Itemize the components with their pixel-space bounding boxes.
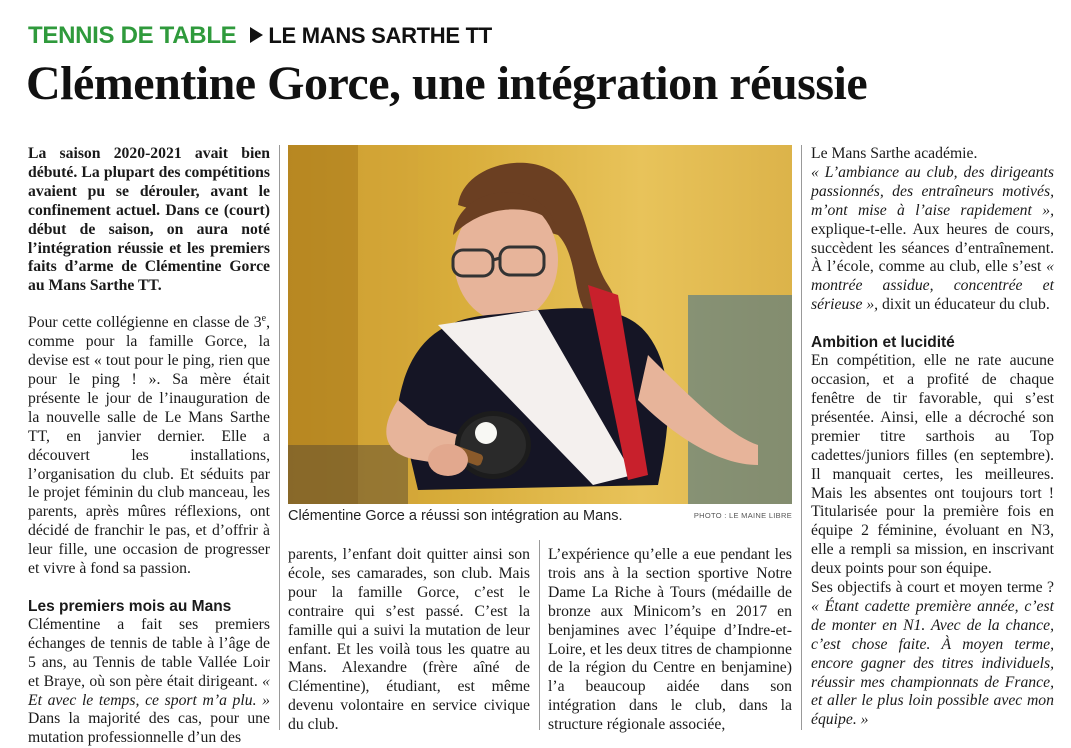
paragraph-7: Ses objectifs à court et moyen terme ? « Étant cadette première année, c’est de monter en N1. Avec de la chance, c’est chose faite. À moyen terme, encore gagner des titres individuels, réussir mes championnats de France, et aller le plus loin possible avec mon équipe. » (811, 579, 1054, 729)
paragraph-4: L’expérience qu’elle a eue pendant les trois ans à la section sportive Notre Dame La Riche à Tours (médaille de bronze aux Minicom’s en 2017 en benjamines avec l’équipe d’Indre-et-Loire, et les deux titres de championne de la région du Centre en benjamine) l’a beaucoup aidée dans son intégration dans le club, dans la structure régionale associée, (548, 546, 792, 734)
column-1 (28, 145, 270, 748)
column-3 (548, 546, 792, 735)
section-rubric: TENNIS DE TABLE (28, 22, 237, 49)
subhead-ambition: Ambition et lucidité (811, 334, 955, 352)
column-divider (539, 540, 540, 730)
article-photo (288, 145, 792, 504)
column-4 (811, 145, 1054, 730)
photo-caption: Clémentine Gorce a réussi son intégration au Mans. PHOTO : LE MAINE LIBRE (288, 508, 792, 524)
paragraph-6: En compétition, elle ne rate aucune occasion, et a profité de chaque fenêtre de tir favorable, qui s’est présentée. Ainsi, elle a décroché son premier titre sarthois au Top cadettes/juniors filles (en septembre). Il manquait certes, les meilleures. Mais les absentes ont toujours tort ! Titularisée pour la première fois en équipe 2 féminine, évoluant en N3, elle a rempli sa mission, en inscrivant deux points pour son équipe. (811, 352, 1054, 578)
article-lede: La saison 2020-2021 avait bien débuté. La plupart des compétitions avaient pu se dérouler, avant le confinement actuel. Dans ce (court) début de saison, on aura noté l’intégration réussie et les premiers faits d’arme de Clémentine Gorce au Mans Sarthe TT. (28, 145, 270, 295)
play-triangle-icon (250, 27, 263, 43)
column-2 (288, 546, 530, 735)
subhead-first-months: Les premiers mois au Mans (28, 597, 232, 615)
photo-credit: PHOTO : LE MAINE LIBRE (693, 511, 792, 520)
player-photo-illustration (288, 145, 792, 504)
paragraph-5: Le Mans Sarthe académie. « L’ambiance au club, des dirigeants passionnés, des entraîneurs motivés, m’ont mise à l’aise rapidement », explique-t-elle. Aux heures de cours, succèdent les séances d’entraînement. À l’école, comme au club, elle s’est « montrée assidue, concentrée et sérieuse », dixit un éducateur du club. (811, 145, 1054, 314)
paragraph-1: Pour cette collégienne en classe de 3e, comme pour la famille Gorce, la devise est « tout pour le ping, rien que pour le ping ! ». Sa mère était présente le jour de l’inauguration de la nouvelle salle de Le Mans Sarthe TT, en janvier dernier. Elle a découvert les installations, l’organisation du club. Et séduits par le projet féminin du club manceau, les parents, après mûres réflexions, ont décidé de franchir le pas, et d’offrir à leur fille, une occasion de progresser et vivre à fond sa passion. (28, 313, 270, 578)
club-name: LE MANS SARTHE TT (268, 23, 492, 48)
paragraph-3: parents, l’enfant doit quitter ainsi son école, ses camarades, son club. Mais pour la famille Gorce, c’est le contraire qui s’est passé. C’est la famille qui a suivi la mutation de leur enfant. Et les voilà tous les quatre au Mans. Alexandre (frère aîné de Clémentine), étudiant, est même devenu volontaire en service civique du club. (288, 546, 530, 734)
article-headline: Clémentine Gorce, une intégration réussie (26, 57, 868, 110)
column-divider (801, 145, 802, 730)
paragraph-2: Clémentine a fait ses premiers échanges de tennis de table à l’âge de 5 ans, au Tennis de table Vallée Loir et Braye, où son père était dirigeant. « Et avec le temps, ce sport m’a plu. » Dans la majorité des cas, pour une mutation professionnelle d’un des (28, 615, 270, 747)
column-divider (279, 145, 280, 730)
section-kicker (28, 22, 492, 50)
